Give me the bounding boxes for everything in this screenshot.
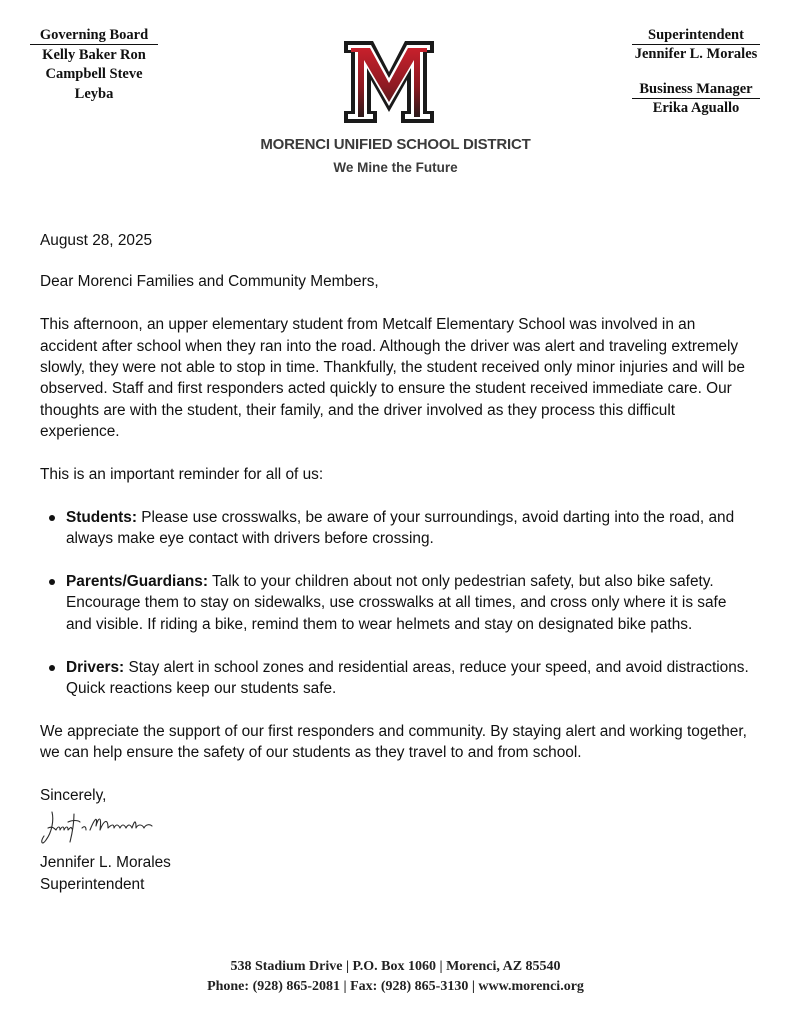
reminder-text: Talk to your children about not only pedestrian safety, but also bike safety. Encourage them to stay on sidewalks, use crosswalks at all times, and cross only where it is safe and visible. If riding a bike, remind them to wear helmets and stay on designated bike paths. bbox=[66, 573, 727, 633]
sign-off: Sincerely, bbox=[40, 787, 107, 805]
reminder-intro: This is an important reminder for all of us: bbox=[40, 466, 324, 484]
bullet-icon bbox=[49, 515, 55, 521]
reminder-text: Stay alert in school zones and residential areas, reduce your speed, and avoid distractions. Quick reactions keep our students safe. bbox=[66, 658, 749, 698]
footer-contact: Phone: (928) 865-2081 | Fax: (928) 865-3130 | www.morenci.org bbox=[207, 979, 584, 994]
letter-body bbox=[40, 230, 752, 895]
footer-address: 538 Stadium Drive | P.O. Box 1060 | Morenci, AZ 85540 bbox=[230, 959, 561, 974]
signer-role: Superintendent bbox=[40, 875, 145, 893]
letter-date: August 28, 2025 bbox=[40, 232, 153, 249]
reminder-list bbox=[40, 507, 752, 700]
signature-image bbox=[38, 806, 166, 850]
bullet-icon bbox=[49, 665, 55, 671]
board-member: Leyba bbox=[74, 85, 114, 102]
letter-greeting: Dear Morenci Families and Community Members, bbox=[40, 273, 379, 291]
superintendent-title: Superintendent bbox=[632, 27, 760, 45]
reminder-text: Please use crosswalks, be aware of your surroundings, avoid darting into the road, and always make eye contact with drivers before crossing. bbox=[66, 508, 735, 548]
list-item bbox=[40, 507, 752, 550]
list-item bbox=[40, 571, 752, 635]
reminder-label: Parents/Guardians: bbox=[66, 573, 208, 591]
list-item bbox=[40, 657, 752, 700]
board-member: Campbell Steve bbox=[45, 66, 143, 82]
governing-board-block bbox=[26, 26, 162, 104]
bullet-icon bbox=[49, 579, 55, 585]
governing-board-title: Governing Board bbox=[30, 27, 158, 45]
district-logo bbox=[343, 40, 435, 124]
district-name: MORENCI UNIFIED SCHOOL DISTRICT bbox=[260, 136, 531, 153]
signer-name: Jennifer L. Morales bbox=[40, 854, 171, 872]
letter-footer bbox=[0, 957, 791, 997]
letter-paragraph: This afternoon, an upper elementary student from Metcalf Elementary School was involved in an accident after school when they ran into the road. Although the driver was alert and traveling extremely slowly, they were not able to stop in time. Thankfully, the student received only minor injuries and will be observed. Staff and first responders acted quickly to ensure the student received immediate care. Our thoughts are with the student, their family, and the driver involved as they process this difficult experience. bbox=[40, 316, 745, 441]
business-manager-name: Erika Aguallo bbox=[652, 100, 740, 116]
reminder-label: Students: bbox=[66, 508, 137, 526]
administration-block bbox=[621, 26, 771, 118]
reminder-label: Drivers: bbox=[66, 658, 125, 676]
business-manager-title: Business Manager bbox=[632, 81, 760, 99]
district-tagline: We Mine the Future bbox=[333, 160, 458, 175]
letter-paragraph: We appreciate the support of our first responders and community. By staying alert and working together, we can help ensure the safety of our students as they travel to and from school. bbox=[40, 722, 747, 762]
superintendent-name: Jennifer L. Morales bbox=[634, 46, 758, 62]
board-member: Kelly Baker Ron bbox=[42, 46, 146, 63]
letter-closing bbox=[40, 785, 752, 895]
